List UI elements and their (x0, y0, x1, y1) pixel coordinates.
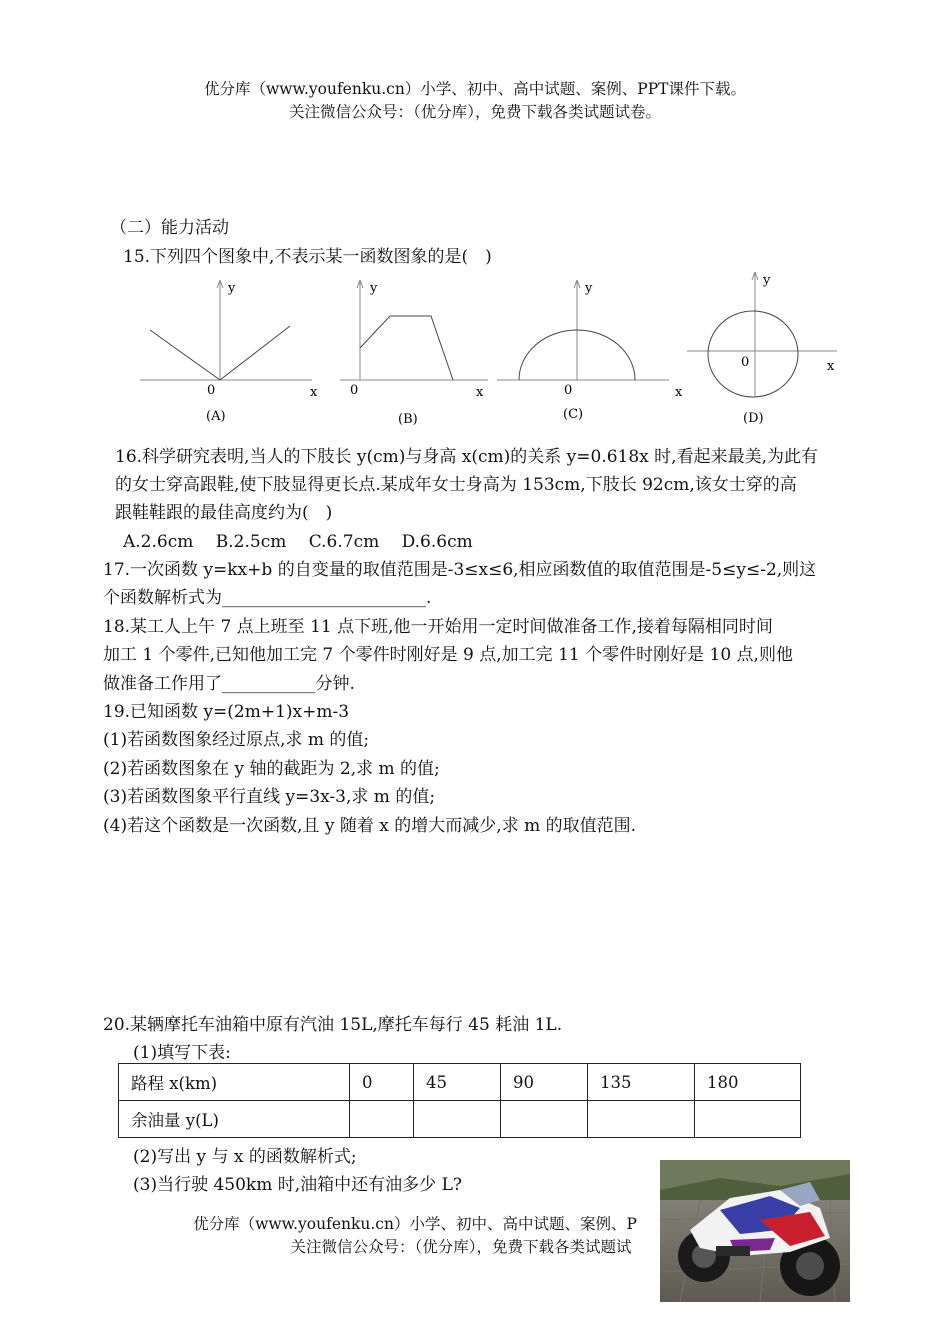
graph-a-x-label: x (310, 385, 318, 400)
q15-text: 15.下列四个图象中,不表示某一函数图象的是( ) (123, 247, 492, 267)
graph-c-y-label: y (585, 281, 593, 296)
table-cell[interactable] (350, 1101, 414, 1138)
footer-line-1: 优分库（www.youfenku.cn）小学、初中、高中试题、案例、P (193, 1215, 637, 1233)
graph-c-x-label: x (675, 385, 683, 400)
graph-d-caption: (D) (743, 411, 764, 426)
graph-b-origin: 0 (350, 383, 359, 398)
graph-b-y-label: y (370, 281, 378, 296)
graph-c-caption: (C) (563, 407, 584, 422)
q20-part-2: (2)写出 y 与 x 的函数解析式; (133, 1147, 357, 1167)
graph-b (338, 268, 498, 433)
graph-a-y-label: y (228, 281, 236, 296)
table-cell[interactable] (501, 1101, 588, 1138)
graph-c (497, 268, 692, 433)
q16-options: A.2.6cm B.2.5cm C.6.7cm D.6.6cm (123, 532, 473, 552)
q20-part-1: (1)填写下表: (133, 1043, 231, 1063)
q16-line-2: 的女士穿高跟鞋,使下肢显得更长点.某成年女士身高为 153cm,下肢长 92cm,该女士穿的高 (115, 475, 797, 495)
q18-line-1: 18.某工人上午 7 点上班至 11 点下班,他一开始用一定时间做准备工作,接着每隔相同时间 (103, 617, 773, 637)
table-cell: 余油量 y(L) (119, 1101, 350, 1138)
q19-part-2: (2)若函数图象在 y 轴的截距为 2,求 m 的值; (103, 759, 440, 779)
table-cell: 90 (501, 1064, 588, 1101)
fuel-table (118, 1063, 801, 1138)
header-line-1: 优分库（www.youfenku.cn）小学、初中、高中试题、案例、PPT课件下载。 (203, 80, 747, 98)
q20-stem: 20.某辆摩托车油箱中原有汽油 15L,摩托车每行 45 耗油 1L. (103, 1015, 563, 1035)
table-cell: 135 (588, 1064, 695, 1101)
q17-line-1: 17.一次函数 y=kx+b 的自变量的取值范围是-3≤x≤6,相应函数值的取值范围是-5≤y≤-2,则这 (103, 560, 817, 580)
table-row (119, 1064, 801, 1101)
graph-d-y-label: y (763, 273, 771, 288)
q16-line-3: 跟鞋鞋跟的最佳高度约为( ) (115, 503, 333, 523)
graph-a-origin: 0 (207, 383, 216, 398)
q16-line-1: 16.科学研究表明,当人的下肢长 y(cm)与身高 x(cm)的关系 y=0.618x 时,看起来最美,为此有 (115, 447, 818, 467)
table-cell: 路程 x(km) (119, 1064, 350, 1101)
table-cell: 45 (414, 1064, 501, 1101)
table-cell[interactable] (695, 1101, 801, 1138)
section-title: （二）能力活动 (110, 218, 229, 238)
table-cell[interactable] (414, 1101, 501, 1138)
q20-part-3: (3)当行驶 450km 时,油箱中还有油多少 L? (133, 1175, 462, 1195)
table-row (119, 1101, 801, 1138)
q19-part-1: (1)若函数图象经过原点,求 m 的值; (103, 730, 370, 750)
q17-line-2: 个函数解析式为________________________. (103, 588, 432, 608)
graph-c-origin: 0 (564, 383, 573, 398)
motorcycle-photo (660, 1160, 850, 1302)
table-cell: 180 (695, 1064, 801, 1101)
graph-b-caption: (B) (398, 412, 418, 427)
q19-part-3: (3)若函数图象平行直线 y=3x-3,求 m 的值; (103, 787, 436, 807)
graph-d-x-label: x (827, 359, 835, 374)
graph-d-origin: 0 (741, 355, 750, 370)
graph-d (685, 268, 845, 433)
footer-line-2: 关注微信公众号：（优分库），免费下载各类试题试 (290, 1238, 632, 1256)
table-cell: 0 (350, 1064, 414, 1101)
q18-line-2: 加工 1 个零件,已知他加工完 7 个零件时刚好是 9 点,加工完 11 个零件时刚好是 10 点,则他 (103, 645, 793, 665)
graph-a-caption: (A) (206, 409, 226, 424)
graph-b-x-label: x (476, 385, 484, 400)
q18-line-3: 做准备工作用了___________分钟. (103, 674, 355, 694)
table-cell[interactable] (588, 1101, 695, 1138)
graph-a (140, 268, 330, 433)
q19-part-4: (4)若这个函数是一次函数,且 y 随着 x 的增大而减少,求 m 的取值范围. (103, 816, 637, 836)
q19-stem: 19.已知函数 y=(2m+1)x+m-3 (103, 702, 350, 722)
header-line-2: 关注微信公众号：（优分库），免费下载各类试题试卷。 (288, 103, 661, 121)
